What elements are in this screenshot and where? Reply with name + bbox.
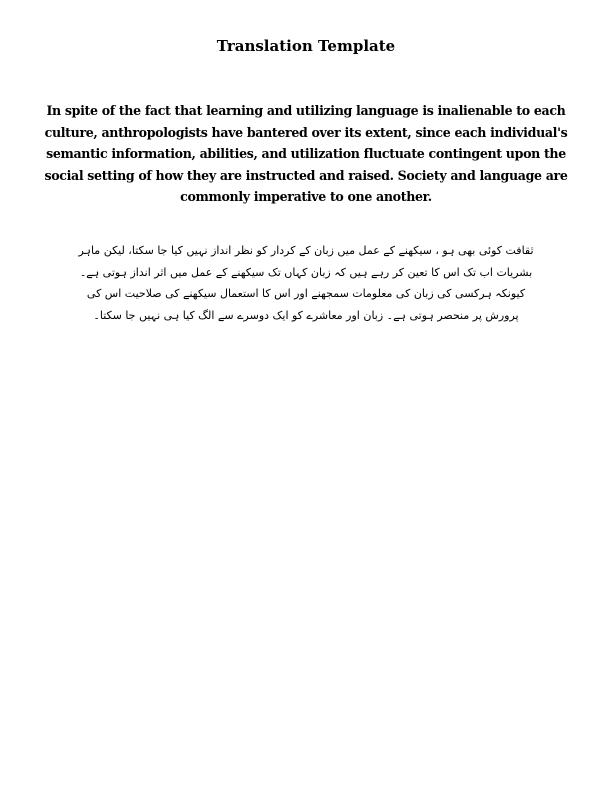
urdu-paragraph: [36, 240, 576, 326]
document-title: Translation Template: [216, 37, 396, 55]
urdu-line: بشریات اب تک اس کا تعین کر رہے ہیں کہ زبان کہاں تک سیکھنے کے عمل میں اثر انداز ہوتی ہے۔: [79, 265, 533, 279]
urdu-line: پرورش پر منحصر ہوتی ہے۔ زبان اور معاشرے کو ایک دوسرے سے الگ کیا ہی نہیں جا سکتا۔: [93, 308, 519, 322]
urdu-line: ثقافت کوئی بھی ہو ، سیکھنے کے عمل میں زبان کے کردار کو نظر انداز نہیں کیا جا سکتا، لیکن ماہر: [78, 244, 534, 257]
urdu-line: کیونکہ ہرکسی کی زبان کی معلومات سمجھنے اور اس کا استعمال سیکھنے کی صلاحیت اس کی: [86, 287, 526, 300]
english-paragraph: In spite of the fact that learning and utilizing language is inalienable to each culture, anthropologists have bantered over its extent, since each individual's semantic information, abilities, and utilization fluctuate contingent upon the social setting of how they are instructed and raised. Society and language are commonly imperative to one another.: [44, 103, 568, 205]
